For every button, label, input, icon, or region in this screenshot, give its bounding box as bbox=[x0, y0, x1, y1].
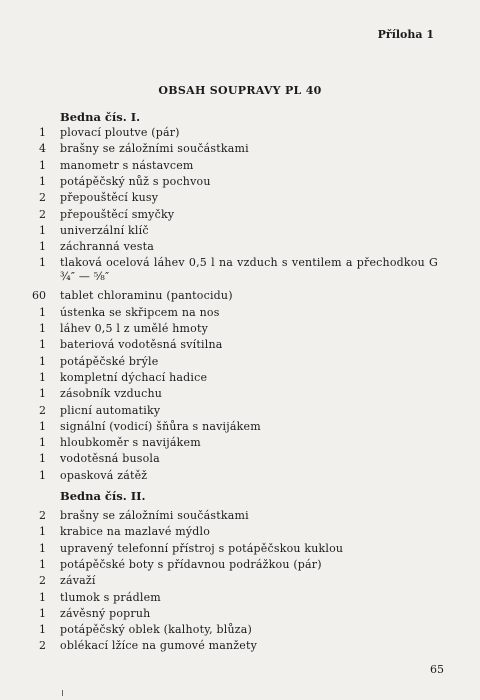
item-description: láhev 0,5 l z umělé hmoty bbox=[60, 322, 208, 335]
item-description: plicní automatiky bbox=[60, 403, 161, 417]
item-description: potápěčský oblek (kalhoty, blůza) bbox=[60, 623, 253, 637]
item-quantity: 1 bbox=[39, 590, 46, 604]
item-quantity: 1 bbox=[39, 606, 46, 620]
item-quantity: 1 bbox=[39, 174, 46, 188]
page-title: OBSAH SOUPRAVY PL 40 bbox=[158, 84, 322, 97]
item-quantity: 2 bbox=[39, 639, 46, 653]
print-mark bbox=[62, 690, 63, 696]
item-description: upravený telefonní přístroj s potápěčskou kuklou bbox=[60, 541, 344, 555]
item-quantity: 1 bbox=[39, 557, 46, 571]
item-description: plovací ploutve (pár) bbox=[60, 126, 180, 139]
attachment-label: Příloha 1 bbox=[377, 28, 434, 41]
item-description: kompletní dýchací hadice bbox=[60, 370, 208, 384]
item-quantity: 1 bbox=[39, 541, 46, 555]
item-description: záchranná vesta bbox=[60, 240, 154, 254]
section-heading-box-1: Bedna čís. I. bbox=[60, 110, 141, 124]
item-description: přepouštěcí kusy bbox=[60, 191, 159, 205]
page-number: 65 bbox=[430, 663, 444, 676]
item-description: zásobník vzduchu bbox=[60, 387, 163, 401]
item-quantity: 1 bbox=[39, 240, 46, 254]
item-quantity: 60 bbox=[32, 289, 46, 303]
item-quantity: 1 bbox=[39, 468, 46, 482]
section-heading-box-2: Bedna čís. II. bbox=[60, 489, 146, 503]
item-quantity: 1 bbox=[39, 322, 46, 335]
item-description: vodotěsná busola bbox=[60, 452, 160, 466]
item-quantity: 1 bbox=[39, 452, 46, 466]
item-quantity: 1 bbox=[39, 436, 46, 450]
item-description: hloubkoměr s navijákem bbox=[60, 436, 201, 450]
item-description: signální (vodicí) šňůra s navijákem bbox=[60, 419, 261, 433]
item-quantity: 1 bbox=[39, 525, 46, 539]
item-description: závaží bbox=[60, 574, 96, 588]
item-description: bateriová vodotěsná svítilna bbox=[60, 338, 223, 352]
item-description: tlumok s prádlem bbox=[60, 590, 161, 604]
item-quantity: 4 bbox=[39, 142, 46, 156]
item-quantity: 1 bbox=[39, 158, 46, 172]
item-quantity: 2 bbox=[39, 191, 46, 205]
item-description: potápěčské boty s přídavnou podrážkou (pár) bbox=[60, 557, 322, 571]
item-description: tablet chloraminu (pantocidu) bbox=[60, 289, 233, 303]
item-quantity: 2 bbox=[39, 509, 46, 522]
item-description: oblékací lžíce na gumové manžety bbox=[60, 639, 258, 653]
item-quantity: 1 bbox=[39, 387, 46, 401]
item-description: opasková zátěž bbox=[60, 468, 148, 482]
item-description: potápěčské brýle bbox=[60, 354, 159, 368]
item-description: manometr s nástavcem bbox=[60, 158, 194, 172]
item-description: tlaková ocelová láhev 0,5 l na vzduch s ventilem a přechodkou G ¾″ — ⁵⁄₈″ bbox=[60, 256, 438, 284]
item-quantity: 2 bbox=[39, 574, 46, 588]
item-quantity: 1 bbox=[39, 126, 46, 139]
item-quantity: 1 bbox=[39, 305, 46, 319]
item-description: ústenka se skřipcem na nos bbox=[60, 305, 220, 319]
item-description: potápěčský nůž s pochvou bbox=[60, 174, 211, 188]
item-quantity: 1 bbox=[39, 223, 46, 237]
item-quantity: 1 bbox=[39, 623, 46, 637]
item-quantity: 1 bbox=[39, 338, 46, 352]
item-description: univerzální klíč bbox=[60, 223, 149, 237]
item-description: přepouštěcí smyčky bbox=[60, 207, 175, 221]
item-quantity: 2 bbox=[39, 403, 46, 417]
item-description: brašny se záložními součástkami bbox=[60, 509, 249, 522]
item-description: závěsný popruh bbox=[60, 606, 151, 620]
item-quantity: 1 bbox=[39, 256, 46, 270]
item-quantity: 1 bbox=[39, 354, 46, 368]
item-description: brašny se záložními součástkami bbox=[60, 142, 249, 156]
item-quantity: 1 bbox=[39, 370, 46, 384]
item-quantity: 2 bbox=[39, 207, 46, 221]
item-description: krabice na mazlavé mýdlo bbox=[60, 525, 211, 539]
item-quantity: 1 bbox=[39, 419, 46, 433]
